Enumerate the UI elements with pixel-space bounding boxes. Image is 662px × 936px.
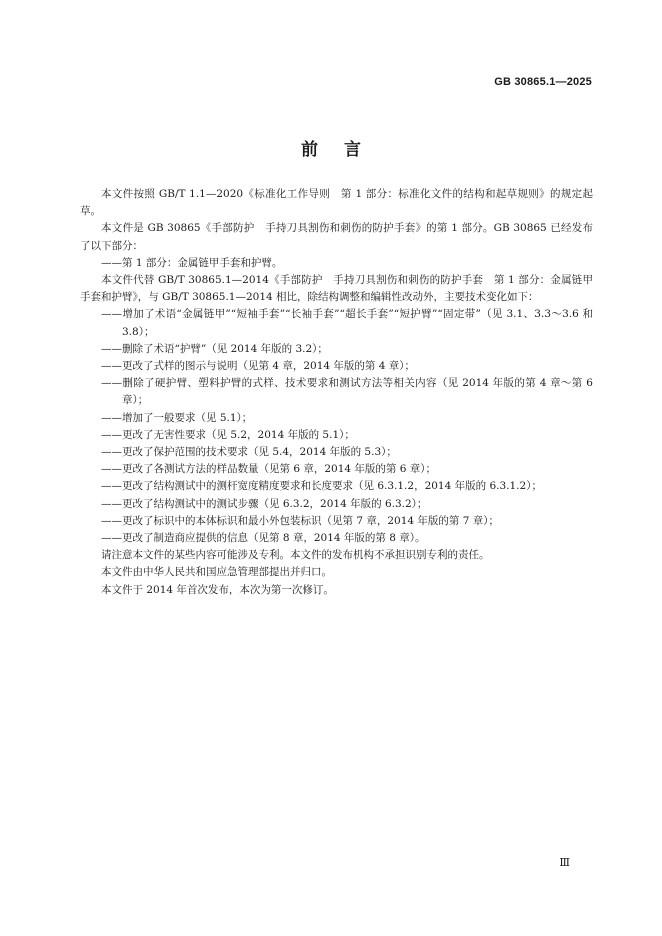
paragraph-drafting-rules: 本文件按照 GB/T 1.1—2020《标准化工作导则 第 1 部分：标准化文件的结构和起草规则》的规定起草。 (80, 188, 593, 218)
paragraph-replacement: 本文件代替 GB/T 30865.1—2014《手部防护 手持刀具割伤和刺伤的防护手套 第 1 部分：金属链甲手套和护臂》，与 GB/T 30865.1—2014 相比，除结构调整和编辑性改动外，主要技术变化如下： (80, 274, 593, 304)
list-item-change: ——更改了结构测试中的测试步骤（见 6.3.2，2014 年版的 6.3.2）； (101, 497, 428, 510)
page-title: 前言 (301, 140, 387, 160)
page-number: Ⅲ (559, 856, 570, 869)
list-item-part: ——第 1 部分：金属链甲手套和护臂。 (101, 256, 283, 269)
list-item-change: ——更改了结构测试中的测杆宽度精度要求和长度要求（见 6.3.1.2，2014 年版的 6.3.1.2）； (101, 480, 542, 493)
document-body (80, 186, 593, 599)
list-item-change: ——增加了一般要求（见 5.1）； (101, 411, 253, 424)
standard-number: GB 30865.1—2025 (494, 76, 592, 88)
list-item-change: ——删除了硬护臂、塑料护臂的式样、技术要求和测试方法等相关内容（见 2014 年版的第 4 章～第 6 章）； (101, 377, 593, 407)
list-item-change: ——更改了无害性要求（见 5.2，2014 年版的 5.1）； (101, 428, 355, 441)
list-item-change: ——增加了术语“金属链甲”“短袖手套”“长袖手套”“超长手套”“短护臂”“固定带”（见 3.1、3.3～3.6 和 3.8）； (101, 308, 593, 338)
list-item-change: ——更改了保护范围的技术要求（见 5.4，2014 年版的 5.3）； (101, 446, 397, 459)
paragraph-patent-notice: 请注意本文件的某些内容可能涉及专利。本文件的发布机构不承担识别专利的责任。 (101, 549, 490, 562)
list-item-change: ——更改了式样的图示与说明（见第 4 章，2014 年版的第 4 章）； (101, 360, 416, 373)
list-item-change: ——更改了制造商应提供的信息（见第 8 章，2014 年版的第 8 章）。 (101, 532, 426, 545)
list-item-change: ——更改了各测试方法的样品数量（见第 6 章，2014 年版的第 6 章）； (101, 463, 437, 476)
list-item-change: ——更改了标识中的本体标识和最小外包装标识（见第 7 章，2014 年版的第 7 章）； (101, 514, 500, 527)
paragraph-proposer: 本文件由中华人民共和国应急管理部提出并归口。 (101, 566, 332, 579)
paragraph-history: 本文件于 2014 年首次发布，本次为第一次修订。 (101, 583, 334, 596)
list-item-change: ——删除了术语“护臂”（见 2014 年版的 3.2）； (101, 342, 328, 355)
paragraph-series-parts: 本文件是 GB 30865《手部防护 手持刀具割伤和刺伤的防护手套》的第 1 部分。GB 30865 已经发布了以下部分： (80, 222, 593, 252)
